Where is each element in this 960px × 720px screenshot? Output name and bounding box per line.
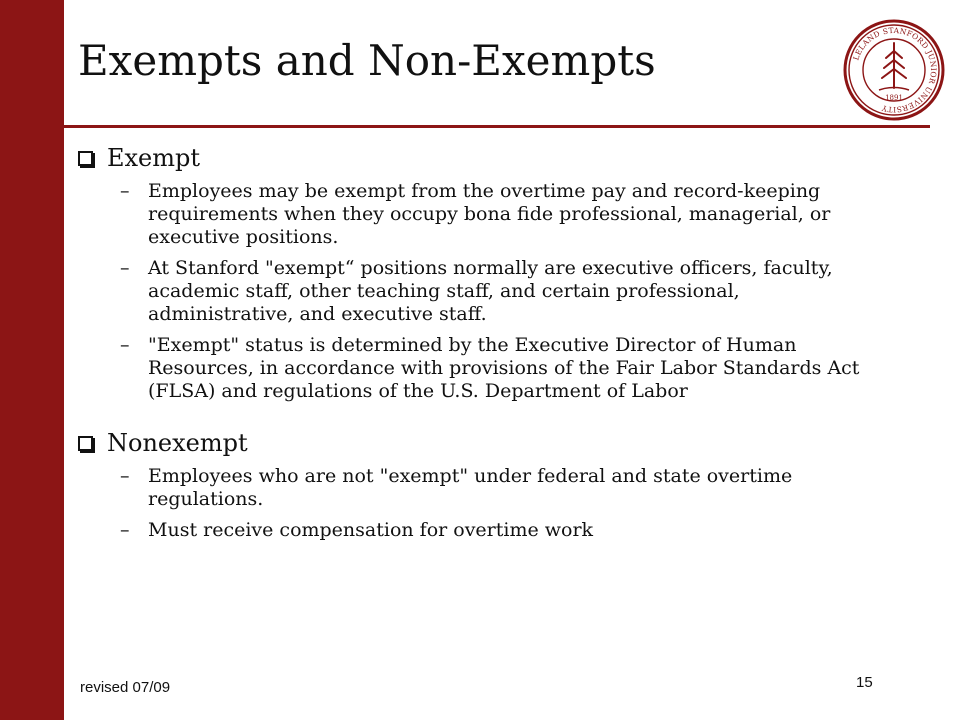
nonexempt-heading <box>78 425 898 461</box>
slide-content <box>78 140 898 550</box>
nonexempt-heading-label: Nonexempt <box>107 429 248 457</box>
slide-title: Exempts and Non-Exempts <box>78 36 656 85</box>
list-item <box>78 334 898 403</box>
exempt-status-determination: "Exempt" status is determined by the Executive Director of Human Resources, in accordance with provisions of the Fair Labor Standards Act (FLSA) and regulations of the U.S. Department of Labor <box>148 334 860 402</box>
list-item <box>78 519 898 542</box>
dash-bullet: – <box>120 334 130 356</box>
stanford-seal-icon <box>842 18 946 122</box>
exempt-heading <box>78 140 898 176</box>
exempt-definition: Employees may be exempt from the overtime pay and record-keeping requirements when they occupy bona fide professional, managerial, or executive positions. <box>148 180 831 248</box>
exempt-section <box>78 140 898 403</box>
dash-bullet: – <box>120 180 130 202</box>
list-item <box>78 180 898 249</box>
checkbox-bullet-icon <box>78 436 93 451</box>
list-item <box>78 257 898 326</box>
page-number: 15 <box>856 674 873 691</box>
exempt-list <box>78 180 898 403</box>
nonexempt-list <box>78 465 898 542</box>
nonexempt-definition: Employees who are not "exempt" under federal and state overtime regulations. <box>148 465 793 510</box>
revision-date: revised 07/09 <box>80 679 171 696</box>
dash-bullet: – <box>120 465 130 487</box>
overtime-compensation: Must receive compensation for overtime work <box>148 519 594 541</box>
dash-bullet: – <box>120 519 130 541</box>
title-divider <box>64 125 930 128</box>
list-item <box>78 465 898 511</box>
exempt-heading-label: Exempt <box>107 144 201 172</box>
seal-year: 1891 <box>885 94 903 102</box>
seal-ring-text: LELAND STANFORD JUNIOR UNIVERSITY <box>851 25 939 115</box>
dash-bullet: – <box>120 257 130 279</box>
stanford-exempt-positions: At Stanford "exempt“ positions normally are executive officers, faculty, academic staff, other teaching staff, and certain professional, administrative, and executive staff. <box>148 257 833 325</box>
checkbox-bullet-icon <box>78 151 93 166</box>
nonexempt-section <box>78 425 898 542</box>
left-accent-bar <box>0 0 64 720</box>
